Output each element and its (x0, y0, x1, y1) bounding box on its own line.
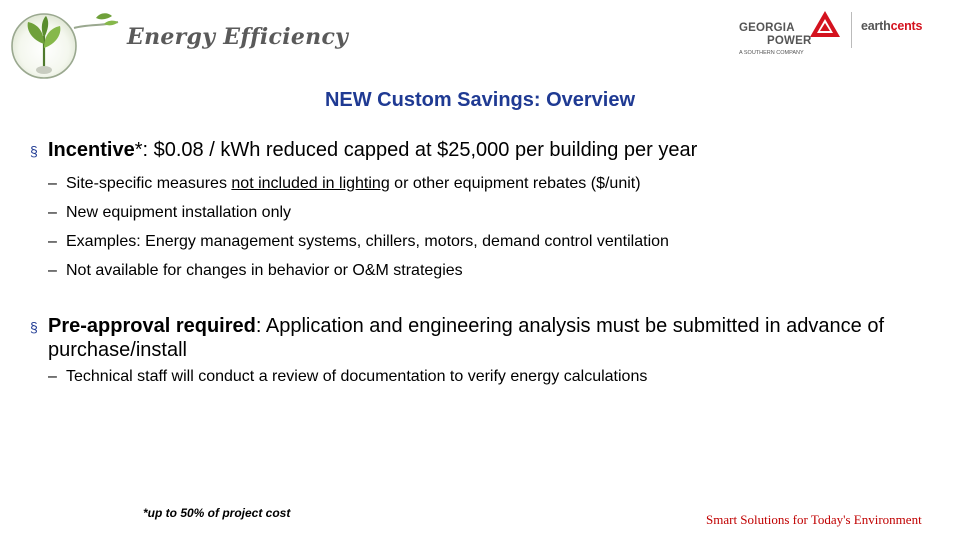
bullet-incentive-text: *: $0.08 / kWh reduced capped at $25,000 per building per year (134, 139, 698, 161)
georgia-power-triangle-icon (809, 10, 841, 38)
sub-bullet-examples (30, 227, 945, 256)
sub-bullet-technical-staff (30, 362, 945, 391)
bullet-pre-approval-text: : Application and engineering analysis must be submitted in advance of purchase/install (48, 315, 885, 361)
sub-bullet-text: Technical staff will conduct a review of documentation to verify energy calculations (66, 368, 648, 385)
georgia-power-logo (737, 10, 849, 56)
sub-bullet-text: Not available for changes in behavior or O&M strategies (66, 262, 463, 279)
sub-bullet-text: Examples: Energy management systems, chillers, motors, demand control ventilation (66, 233, 669, 250)
brand-title: Energy Efficiency (127, 24, 349, 50)
footnote: *up to 50% of project cost (143, 506, 291, 520)
dash-marker: – (48, 175, 57, 192)
sub-bullet-text-post: or other equipment rebates ($/unit) (389, 175, 641, 192)
bullet-incentive-lead: Incentive (48, 139, 135, 161)
sub-bullet-text-pre: Site-specific measures (66, 175, 232, 192)
sub-bullet-not-available (30, 256, 945, 285)
dash-marker: – (48, 233, 57, 250)
sub-bullet-text: New equipment installation only (66, 204, 292, 221)
slide-content (30, 138, 945, 391)
bullet-pre-approval (30, 314, 945, 362)
georgia-power-logo-line1: GEORGIA (739, 22, 795, 34)
energy-efficiency-leaf-logo (8, 8, 126, 80)
bullet-pre-approval-lead: Pre-approval required (48, 315, 256, 337)
georgia-power-logo-line2: POWER (767, 35, 812, 47)
footer-tagline: Smart Solutions for Today's Environment (706, 512, 922, 527)
bullet-marker: § (30, 143, 38, 159)
slide-title: NEW Custom Savings: Overview (324, 89, 636, 111)
logo-divider (851, 12, 852, 48)
earthcents-logo-accent: cents (890, 19, 923, 33)
sub-bullet-text-underlined: not included in lighting (231, 175, 390, 192)
slide-header (0, 0, 960, 80)
earthcents-logo-main: earth (861, 19, 891, 33)
sub-bullet-site-specific (30, 169, 945, 198)
bullet-incentive (30, 138, 945, 162)
dash-marker: – (48, 204, 57, 221)
georgia-power-logo-tagline: A SOUTHERN COMPANY (739, 50, 804, 56)
dash-marker: – (48, 262, 57, 279)
sub-bullet-new-equipment (30, 198, 945, 227)
bullet-marker: § (30, 319, 38, 335)
earthcents-logo (861, 19, 922, 33)
dash-marker: – (48, 368, 57, 385)
